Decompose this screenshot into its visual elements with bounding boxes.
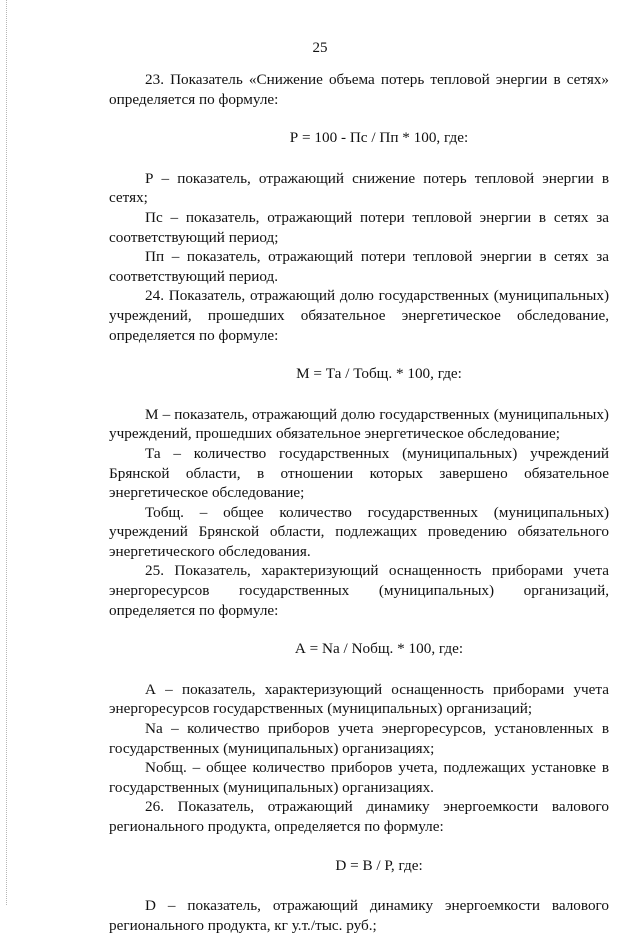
definition-p: Р – показатель, отражающий снижение потерь тепловой энергии в сетях; bbox=[109, 169, 609, 207]
definition-m: М – показатель, отражающий долю государственных (муниципальных) учреждений, прошедших обязательное энергетическое обследование; bbox=[109, 405, 609, 443]
definition-ta: Та – количество государственных (муниципальных) учреждений Брянской области, в отношении которых завершено обязательное энергетическое обследование; bbox=[109, 444, 609, 502]
definition-tobsch: Тобщ. – общее количество государственных (муниципальных) учреждений Брянской области, подлежащих проведению обязательного энергетического обследования. bbox=[109, 503, 609, 560]
formula-m: М = Та / Тобщ. * 100, где: bbox=[296, 365, 462, 383]
paragraph-25-intro: 25. Показатель, характеризующий оснащенность приборами учета энергоресурсов государственных (муниципальных) организаций, определяется по формуле: bbox=[109, 562, 609, 619]
formula-a: А = Na / Nобщ. * 100, где: bbox=[294, 640, 464, 658]
definition-a: А – показатель, характеризующий оснащенность приборами учета энергоресурсов государственных (муниципальных) организаций; bbox=[109, 680, 609, 718]
definition-pp: Пп – показатель, отражающий потери тепловой энергии в сетях за соответствующий период. bbox=[109, 248, 609, 285]
paragraph-23-intro: 23. Показатель «Снижение объема потерь тепловой энергии в сетях» определяется по формуле: bbox=[109, 71, 609, 108]
scan-edge-marks bbox=[6, 0, 9, 905]
definition-na: Na – количество приборов учета энергоресурсов, установленных в государственных (муниципальных) организациях; bbox=[109, 720, 609, 757]
definition-nobsch: Nобщ. – общее количество приборов учета, подлежащих установке в государственных (муниципальных) организациях. bbox=[109, 759, 609, 796]
formula-d: D = В / Р, где: bbox=[335, 856, 423, 874]
definition-d: D – показатель, отражающий динамику энергоемкости валового регионального продукта, кг у.т./тыс. руб.; bbox=[109, 897, 609, 934]
paragraph-26-intro: 26. Показатель, отражающий динамику энергоемкости валового регионального продукта, определяется по формуле: bbox=[109, 798, 609, 835]
paragraph-24-intro: 24. Показатель, отражающий долю государственных (муниципальных) учреждений, прошедших обязательное энергетическое обследование, определяется по формуле: bbox=[109, 287, 609, 344]
formula-p: Р = 100 - Пс / Пп * 100, где: bbox=[289, 129, 469, 147]
document-body bbox=[109, 70, 609, 935]
page-number: 25 bbox=[312, 40, 328, 56]
definition-pc: Пс – показатель, отражающий потери тепловой энергии в сетях за соответствующий период; bbox=[109, 208, 609, 246]
